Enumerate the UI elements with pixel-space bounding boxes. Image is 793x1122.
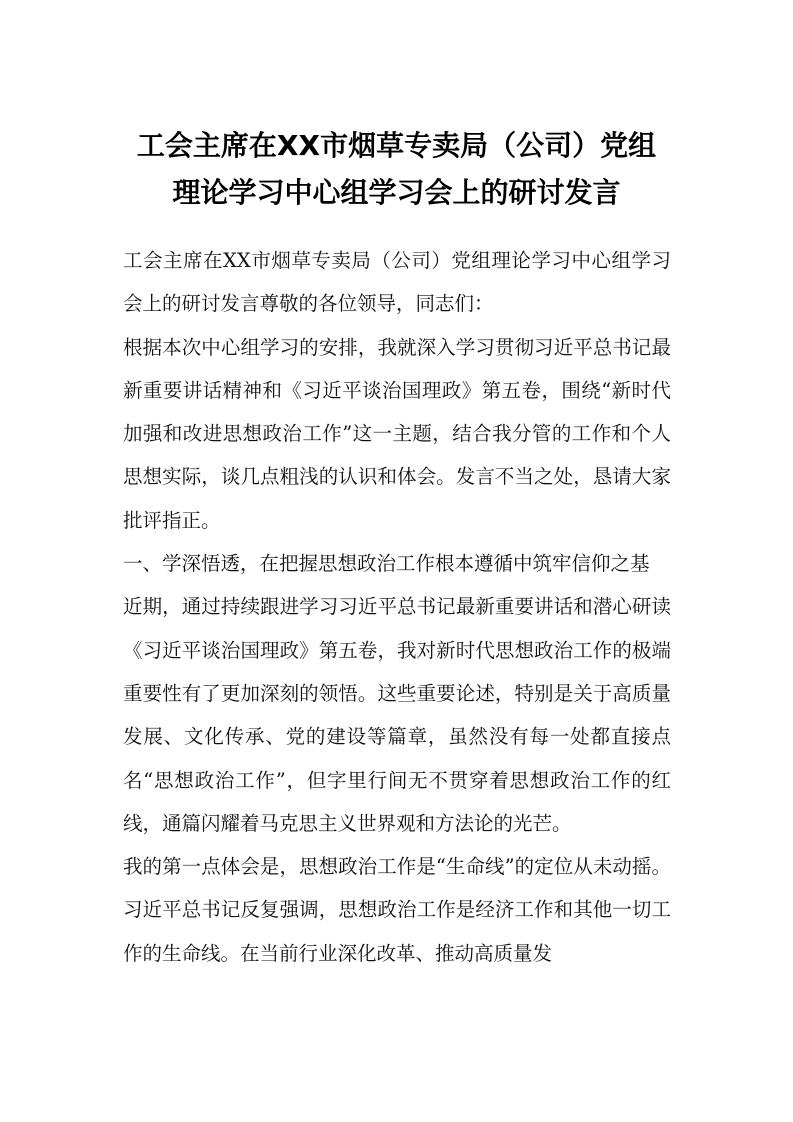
paragraph-study-reflection: 近期，通过持续跟进学习习近平总书记最新重要讲话和潜心研读《习近平谈治国理政》第五卷，我对新时代思想政治工作的极端重要性有了更加深刻的领悟。这些重要论述，特别是关于高质量发展、文化传承、党的建设等篇章，虽然没有每一处都直接点名“思想政治工作”，但字里行间无不贯穿着思想政治工作的红线，通篇闪耀着马克思主义世界观和方法论的光芒。 [123,595,671,835]
section-heading-1: 一、学深悟透，在把握思想政治工作根本遵循中筑牢信仰之基 [123,552,650,576]
paragraph-introduction: 根据本次中心组学习的安排，我就深入学习贯彻习近平总书记最新重要讲话精神和《习近平谈治国理政》第五卷，围绕“新时代加强和改进思想政治工作”这一主题，结合我分管的工作和个人思想实际，谈几点粗浅的认识和体会。发言不当之处，恳请大家批评指正。 [123,335,671,532]
paragraph-opening: 工会主席在XX市烟草专卖局（公司）党组理论学习中心组学习会上的研讨发言尊敬的各位领导，同志们： [123,249,671,316]
document-title-line-1: 工会主席在XX市烟草专卖局（公司）党组 [136,129,657,162]
document-title-line-2: 理论学习中心组学习会上的研讨发言 [172,176,621,209]
document-body [123,239,671,975]
paragraph-first-insight: 我的第一点体会是，思想政治工作是“生命线”的定位从未动摇。习近平总书记反复强调，思想政治工作是经济工作和其他一切工作的生命线。在当前行业深化改革、推动高质量发 [123,855,671,965]
